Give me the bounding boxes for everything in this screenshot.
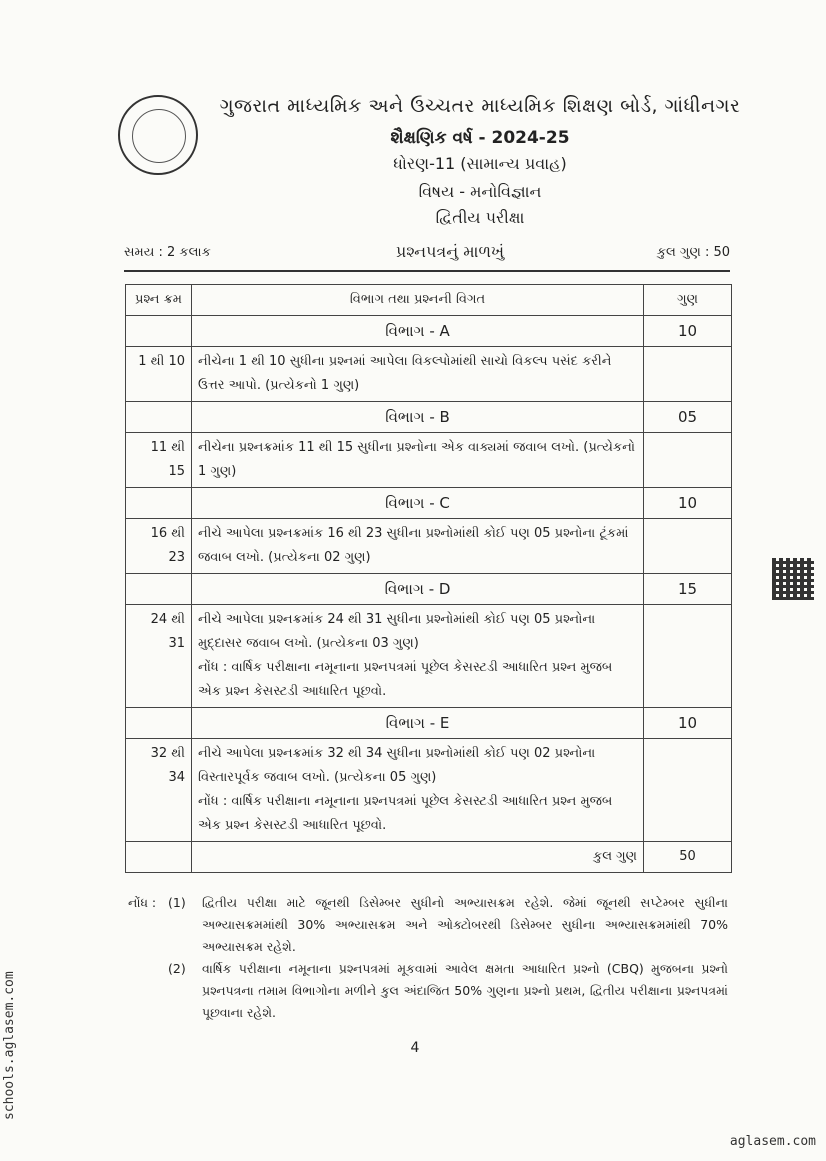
note-number: (1)	[168, 895, 186, 910]
subject: વિષય - મનોવિજ્ઞાન	[418, 182, 542, 201]
note-label: નોંધ :	[128, 895, 157, 910]
standard: ધોરણ-11 (સામાન્ય પ્રવાહ)	[393, 154, 567, 173]
table-header-row	[126, 285, 732, 316]
divider	[124, 270, 730, 272]
side-watermark: schools.aglasem.com	[2, 971, 17, 1120]
section-marks: 10	[644, 708, 732, 739]
total-row	[126, 842, 732, 873]
note-text: દ્વિતીય પરીક્ષા માટે જૂનથી ડિસેમ્બર સુધીનો અભ્યાસક્રમ રહેશે. જેમાં જૂનથી સપ્ટેમ્બર સુધીના અભ્યાસક્રમમાંથી 30% અભ્યાસક્રમ અને ઓક્ટોબરથી ડિસેમ્બર સુધીના અભ્યાસક્રમમાંથી 70% અભ્યાસક્રમ રહેશે.	[202, 895, 728, 954]
section-row	[126, 488, 732, 519]
question-detail: નીચેના પ્રશ્નક્રમાંક 11 થી 15 સુધીના પ્રશ્નોના એક વાક્યમાં જવાબ લખો. (પ્રત્યેકનો 1 ગુણ)	[192, 433, 644, 488]
table-row	[126, 347, 732, 402]
section-row	[126, 574, 732, 605]
total-marks-label: કુલ ગુણ : 50	[656, 245, 730, 260]
section-title: વિભાગ - B	[192, 402, 644, 433]
question-detail	[192, 739, 644, 842]
page-number: 4	[410, 1040, 420, 1056]
exam-name: દ્વિતીય પરીક્ષા	[435, 208, 525, 227]
section-marks: 10	[644, 488, 732, 519]
question-text: નીચે આપેલા પ્રશ્નક્રમાંક 32 થી 34 સુધીના પ્રશ્નોમાંથી કોઈ પણ 02 પ્રશ્નોના વિસ્તારપૂર્વક જવાબ લખો. (પ્રત્યેકના 05 ગુણ)	[198, 746, 596, 785]
question-range: 1 થી 10	[126, 347, 192, 402]
table-row	[126, 519, 732, 574]
section-title: વિભાગ - E	[192, 708, 644, 739]
section-title: વિભાગ - C	[192, 488, 644, 519]
question-note: નોંધ : વાર્ષિક પરીક્ષાના નમૂનાના પ્રશ્નપત્રમાં પૂછેલ કેસસ્ટડી આધારિત પ્રશ્ન મુજબ એક પ્રશ્ન કેસસ્ટડી આધારિત પૂછવો.	[198, 794, 613, 833]
board-logo	[118, 95, 198, 175]
section-marks: 15	[644, 574, 732, 605]
header-question-no: પ્રશ્ન ક્રમ	[126, 285, 192, 316]
table-row	[126, 605, 732, 708]
section-marks: 05	[644, 402, 732, 433]
note-2	[128, 958, 728, 1024]
blueprint-title: પ્રશ્નપત્રનું માળખું	[395, 242, 505, 261]
blueprint-table	[125, 284, 732, 873]
question-detail	[192, 605, 644, 708]
note-text: વાર્ષિક પરીક્ષાના નમૂનાના પ્રશ્નપત્રમાં મૂકવામાં આવેલ ક્ષમતા આધારિત પ્રશ્નો (CBQ) મુજબના પ્રશ્નો પ્રશ્નપત્રના તમામ વિભાગોના મળીને કુલ અંદાજિત 50% ગુણના પ્રશ્નો પ્રથમ, દ્વિતીય પરીક્ષાના પ્રશ્નપત્રમાં પૂછવાના રહેશે.	[202, 961, 728, 1020]
total-marks: 50	[644, 842, 732, 873]
board-name: ગુજરાત માધ્યમિક અને ઉચ્ચતર માધ્યમિક શિક્ષણ બોર્ડ, ગાંધીનગર	[219, 95, 741, 117]
total-label: કુલ ગુણ	[192, 842, 644, 873]
question-note: નોંધ : વાર્ષિક પરીક્ષાના નમૂનાના પ્રશ્નપત્રમાં પૂછેલ કેસસ્ટડી આધારિત પ્રશ્ન મુજબ એક પ્રશ્ન કેસસ્ટડી આધારિત પૂછવો.	[198, 660, 613, 699]
table-row	[126, 739, 732, 842]
section-title: વિભાગ - A	[192, 316, 644, 347]
question-range: 32 થી 34	[126, 739, 192, 842]
section-marks: 10	[644, 316, 732, 347]
question-range: 24 થી 31	[126, 605, 192, 708]
note-number: (2)	[168, 961, 186, 976]
table-row	[126, 433, 732, 488]
section-row	[126, 316, 732, 347]
section-row	[126, 402, 732, 433]
question-range: 16 થી 23	[126, 519, 192, 574]
qr-code-icon	[772, 558, 814, 600]
academic-year: શૈક્ષણિક વર્ષ - 2024-25	[390, 128, 570, 148]
note-1	[128, 892, 728, 958]
header-details: વિભાગ તથા પ્રશ્નની વિગત	[192, 285, 644, 316]
section-title: વિભાગ - D	[192, 574, 644, 605]
section-row	[126, 708, 732, 739]
time-label: સમય : 2 કલાક	[124, 245, 211, 260]
question-detail: નીચેના 1 થી 10 સુધીના પ્રશ્નમાં આપેલા વિકલ્પોમાંથી સાચો વિકલ્પ પસંદ કરીને ઉત્તર આપો. (પ્રત્યેકનો 1 ગુણ)	[192, 347, 644, 402]
question-detail: નીચે આપેલા પ્રશ્નક્રમાંક 16 થી 23 સુધીના પ્રશ્નોમાંથી કોઈ પણ 05 પ્રશ્નોના ટૂંકમાં જવાબ લખો. (પ્રત્યેકના 02 ગુણ)	[192, 519, 644, 574]
question-text: નીચે આપેલા પ્રશ્નક્રમાંક 24 થી 31 સુધીના પ્રશ્નોમાંથી કોઈ પણ 05 પ્રશ્નોના મુદ્દાસર જવાબ લખો. (પ્રત્યેકના 03 ગુણ)	[198, 612, 596, 651]
question-range: 11 થી 15	[126, 433, 192, 488]
footer-watermark: aglasem.com	[729, 1134, 816, 1149]
header-marks: ગુણ	[644, 285, 732, 316]
